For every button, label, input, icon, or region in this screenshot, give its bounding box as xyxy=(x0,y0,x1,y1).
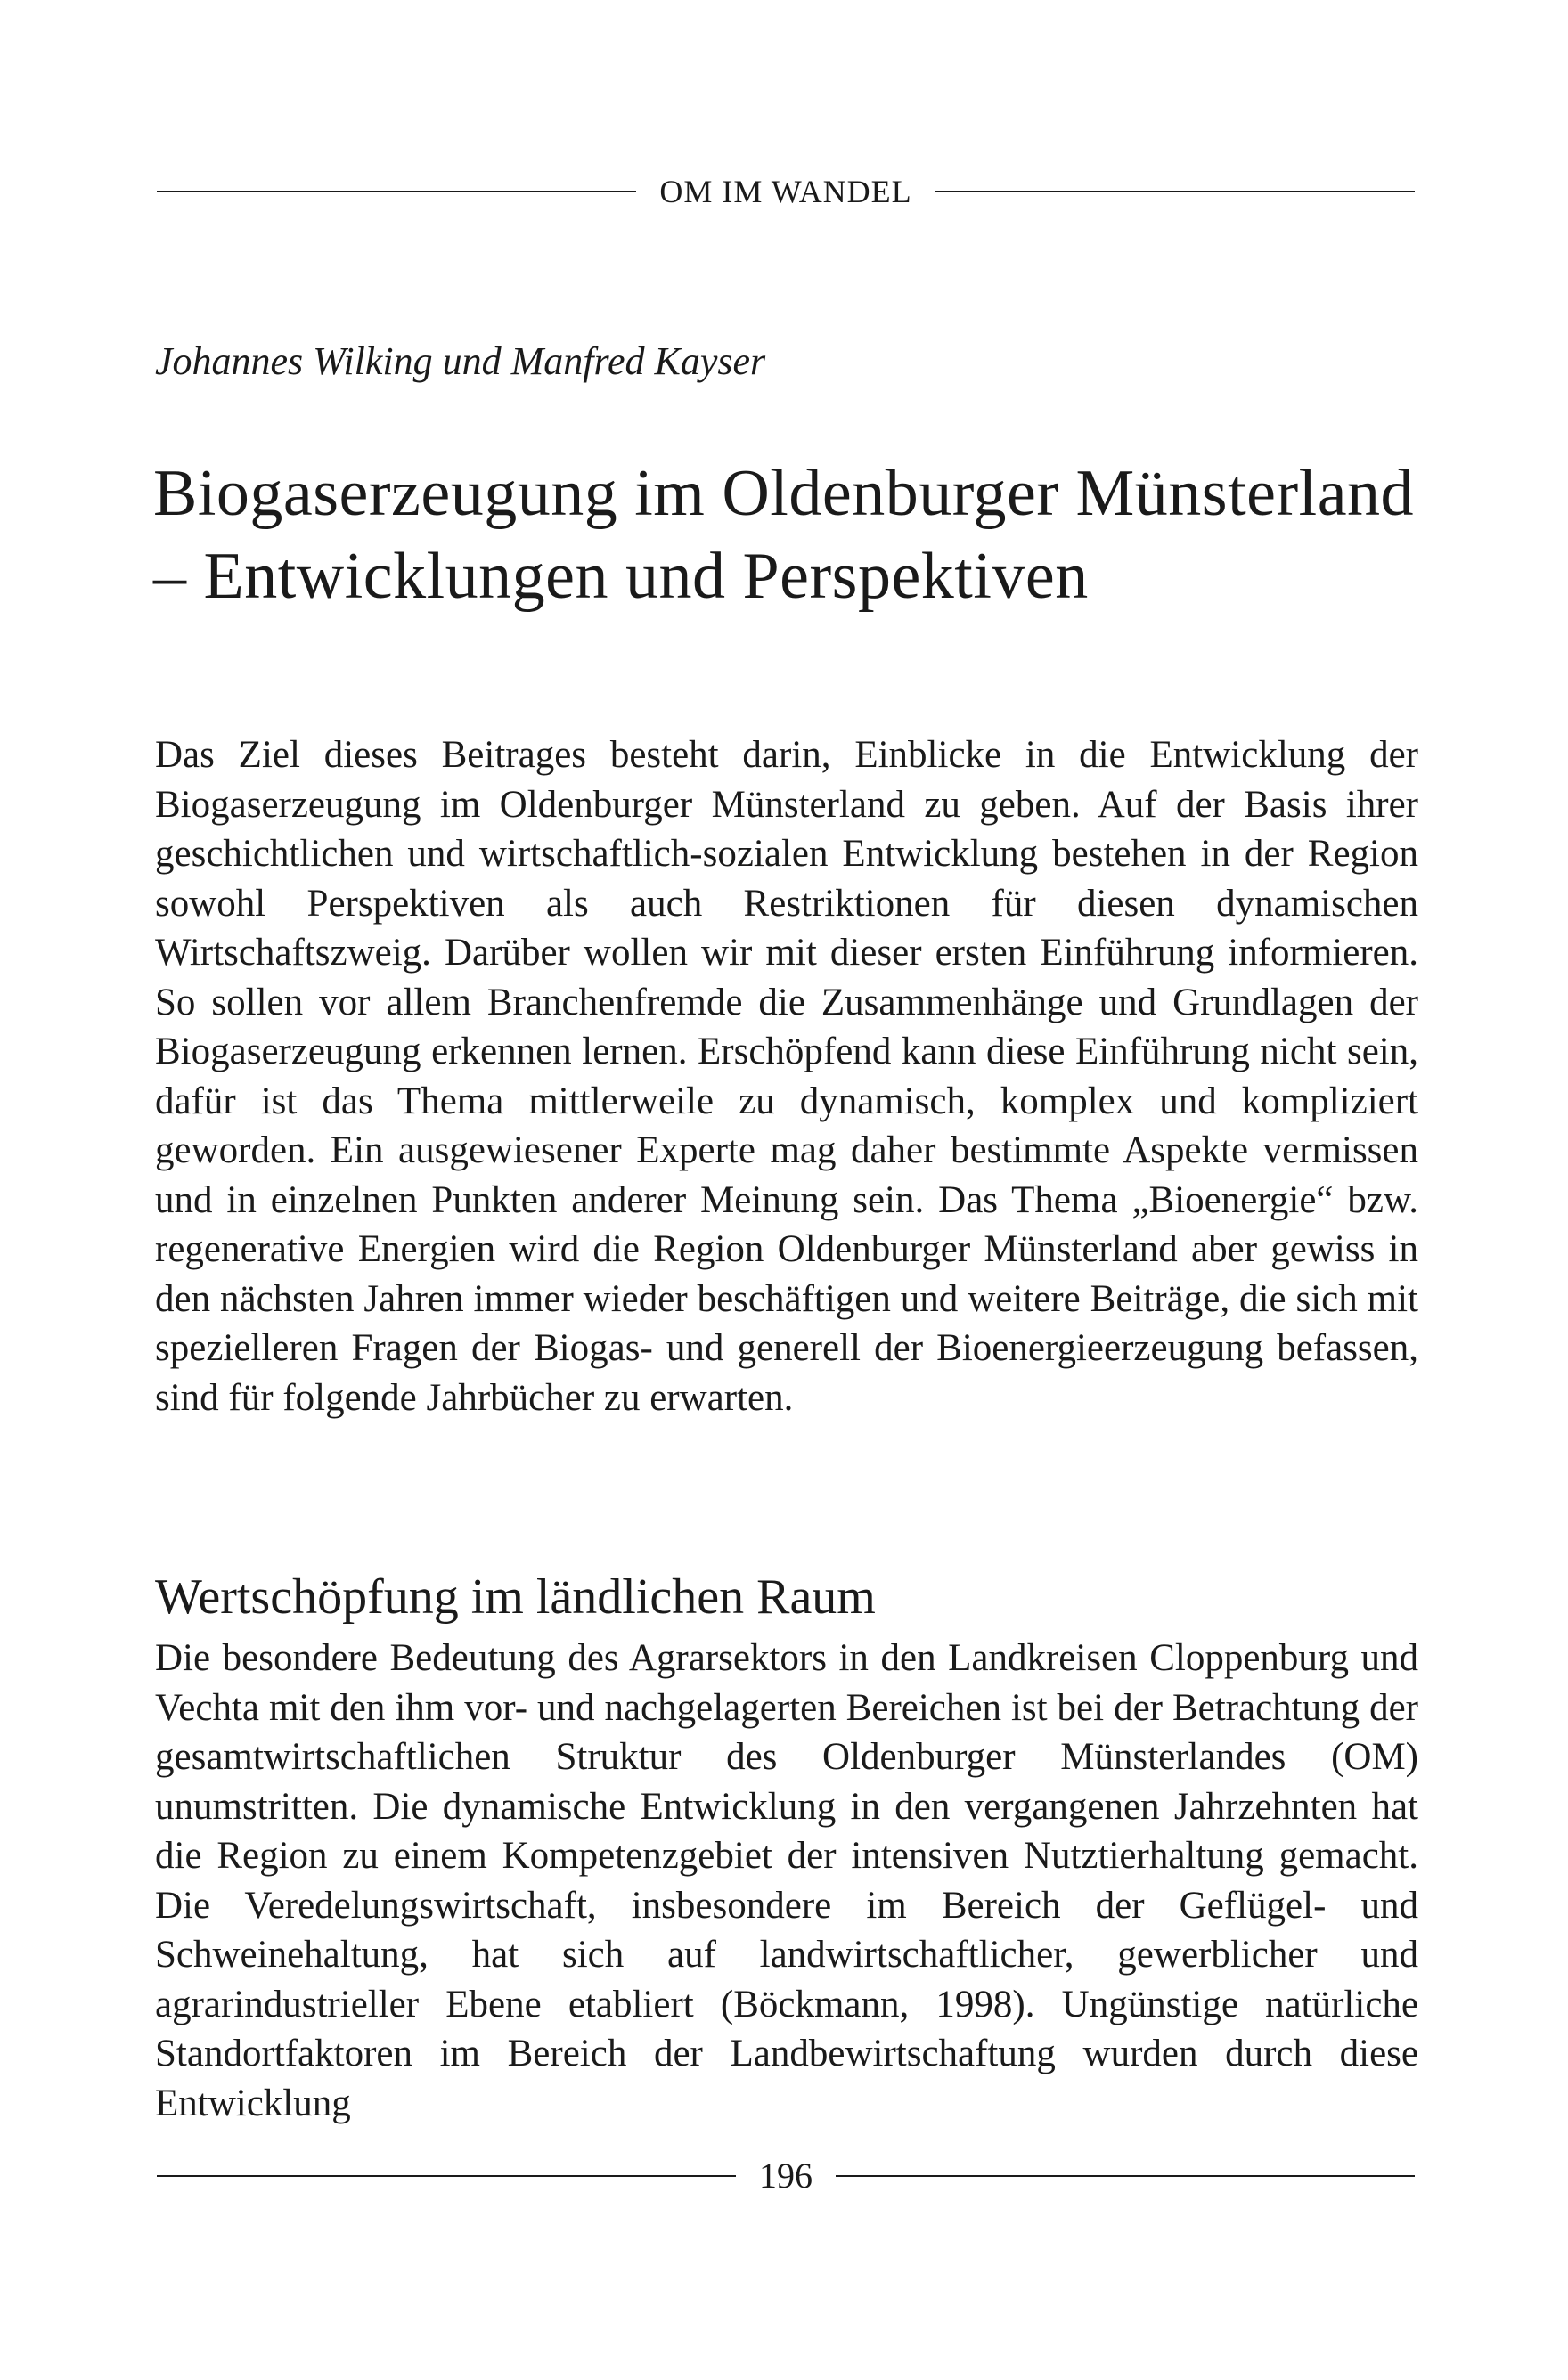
footer-rule-left xyxy=(157,2175,736,2177)
header-rule-left xyxy=(157,191,636,192)
page-number: 196 xyxy=(759,2156,813,2196)
header-rule-right xyxy=(935,191,1415,192)
running-header xyxy=(157,169,1415,214)
footer-rule-right xyxy=(836,2175,1415,2177)
article-title: Biogaserzeugung im Oldenburger Münsterland – Entwicklungen und Perspektiven xyxy=(153,457,1415,613)
running-header-label: OM IM WANDEL xyxy=(659,174,912,209)
section-heading: Wertschöpfung im ländlichen Raum xyxy=(155,1569,876,1625)
page-footer xyxy=(157,2151,1415,2201)
article-authors: Johannes Wilking und Manfred Kayser xyxy=(155,339,766,383)
intro-paragraph: Das Ziel dieses Beitrages besteht darin, Einblicke in die Entwicklung der Biogaserzeugung im Oldenburger Münsterland zu geben. Auf der Basis ihrer geschichtlichen und wirtschaftlich-sozialen Entwicklung bestehen in der Region sowohl Perspektiven als auch Restriktionen für diesen dynamischen Wirtschaftszweig. Darüber wollen wir mit dieser ersten Einführung informieren. So sollen vor allem Branchenfremde die Zusammenhänge und Grundlagen der Biogaserzeugung erkennen lernen. Erschöpfend kann diese Einführung nicht sein, dafür ist das Thema mittlerweile zu dynamisch, komplex und kompliziert geworden. Ein ausgewiesener Experte mag daher bestimmte Aspekte vermissen und in einzelnen Punkten anderer Meinung sein. Das Thema „Bioenergie“ bzw. regenerative Energien wird die Region Oldenburger Münsterland aber gewiss in den nächsten Jahren immer wieder beschäftigen und weitere Beiträge, die sich mit spezielleren Fragen der Biogas- und generell der Bioenergieerzeugung befassen, sind für folgende Jahrbücher zu erwarten. xyxy=(155,734,1418,1419)
section-paragraph: Die besondere Bedeutung des Agrarsektors in den Landkreisen Cloppenburg und Vechta mit den ihm vor- und nachgelagerten Bereichen ist bei der Betrachtung der gesamtwirtschaftlichen Struktur des Oldenburger Münsterlandes (OM) unumstritten. Die dynamische Entwicklung in den vergangenen Jahrzehnten hat die Region zu einem Kompetenzgebiet der intensiven Nutztierhaltung gemacht. Die Veredelungswirtschaft, insbesondere im Bereich der Geflügel- und Schweinehaltung, hat sich auf landwirtschaftlicher, gewerblicher und agrarindustrieller Ebene etabliert (Böckmann, 1998). Ungünstige natürliche Standortfaktoren im Bereich der Landbewirtschaftung wurden durch diese Entwicklung xyxy=(155,1637,1418,2124)
